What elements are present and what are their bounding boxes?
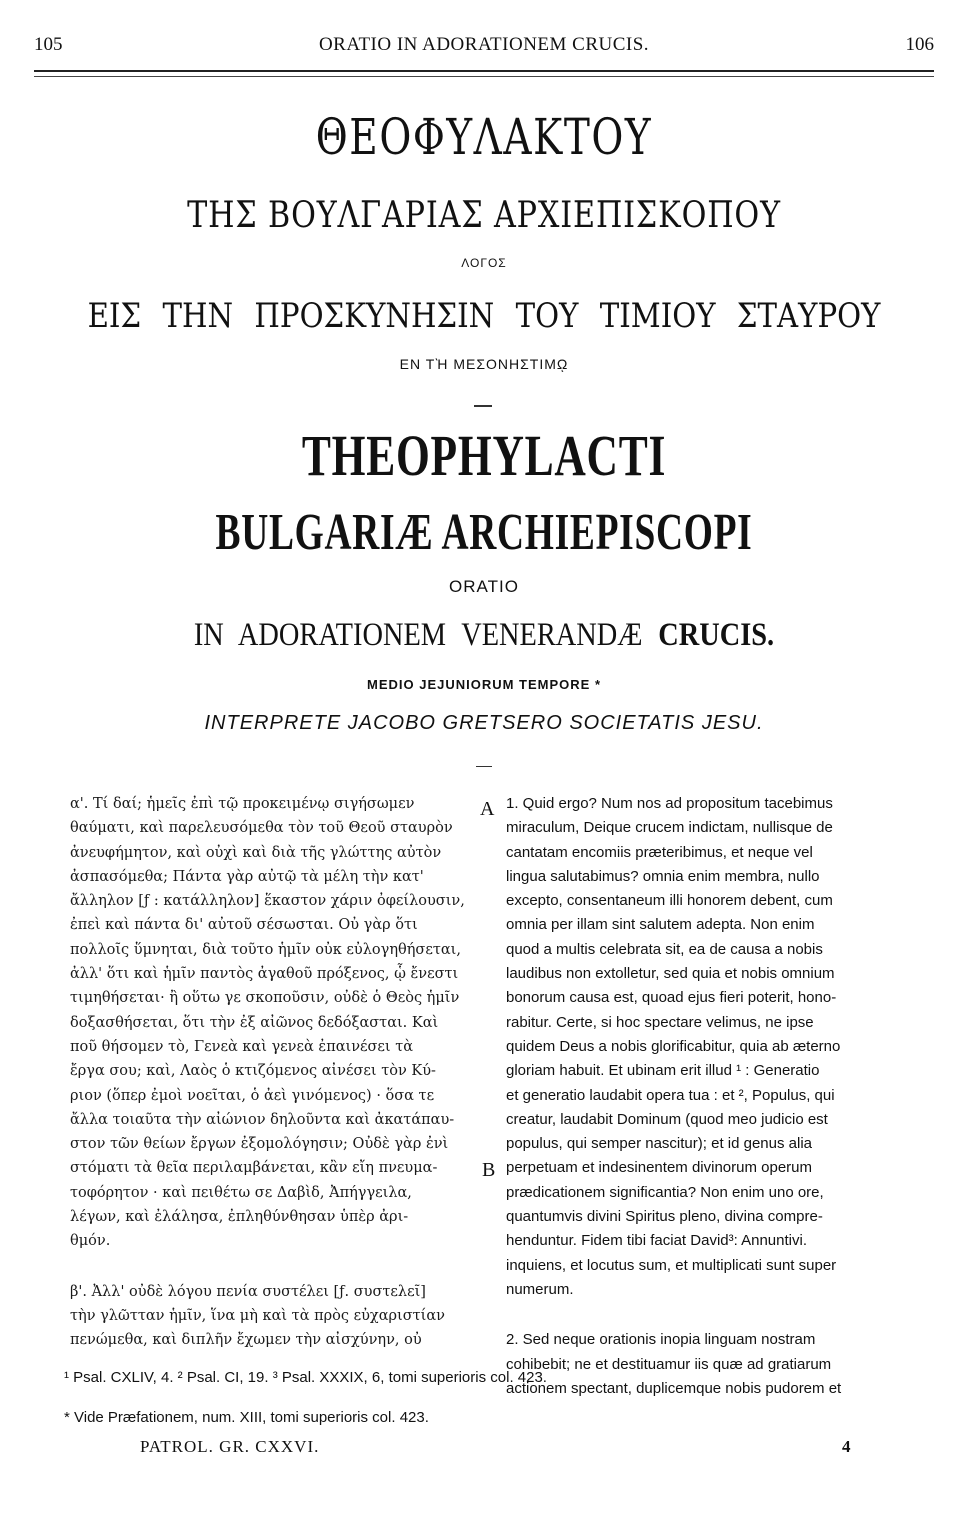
latin-see-title: BULGARIÆ ARCHIEPISCOPI [215,504,753,561]
text-line: inquiens, et locutus sum, et multiplicati sunt super [506,1256,837,1274]
signature-line: PATROL. GR. CXXVI. [140,1437,320,1456]
text-line: henduntur. Fidem tibi faciat David³: Annuntivi. [506,1232,807,1250]
header-rule-thin [34,76,934,77]
text-line: cantatam encomiis præteribimus, et neque vel [506,843,813,861]
text-line: et generatio laudabit opera tua : et ², Populus, qui [506,1086,835,1104]
text-line: ριον (ὅπερ ἐμοὶ νοεῖται, ὁ ἀεὶ γινόμενος) · ὅσα τε [70,1087,435,1104]
title-separator [474,405,492,407]
text-line: ἔργα σου; καὶ, Λαὸς ὁ κτιζόμενος αἰνέσει τὸν Κύ- [70,1063,436,1080]
right-column-number: 106 [905,34,934,55]
text-line: lingua salutabimus? omnia enim membra, nullo [506,867,820,885]
greek-paragraph-1 [70,792,490,1254]
greek-paragraph-2 [70,1280,490,1353]
text-line: λέγων, καὶ ἐλάλησα, ἐπληθύνθησαν ὑπὲρ ἀρι- [70,1209,409,1226]
text-line: πολλοῖς ὕμνηται, διὰ τοῦτο ἡμῖν οὐκ εὐλογηθήσεται, [70,941,461,958]
header-rule [34,70,934,72]
text-line: omnia per illam sint salutem adepta. Non enim [506,916,815,934]
text-line: quod a multis celebrata sit, ea de causa a nobis [506,940,823,958]
greek-subject-title: ΕΙΣ ΤΗΝ ΠΡΟΣΚΥΝΗΣΙΝ ΤΟΥ ΤΙΜΙΟΥ ΣΤΑΥΡΟΥ [87,296,881,336]
latin-author-title: THEOPHYLACTI [301,423,667,488]
text-line: ἄλλα τοιαῦτα τὴν αἰώνιον δηλοῦντα καὶ ἀκατάπαυ- [70,1111,455,1128]
text-line: perpetuam et indesinentem divinorum operum [506,1159,812,1177]
body-separator [476,766,492,767]
greek-logos-label: ΛΟΓΟΣ [461,256,507,270]
running-title: ORATIO IN ADORATIONEM CRUCIS. [318,34,650,55]
greek-author-title: ΘΕΟΦΥΛΑΚΤΟΥ [315,108,653,166]
text-line: numerum. [506,1280,574,1298]
text-line: ἐπεὶ καὶ πάντα δι' αὐτοῦ σέσωσται. Οὐ γὰρ ὅτι [70,917,418,934]
text-line: στόματι τὰ θεῖα περιλαμβάνεται, κἂν εἴη πνευμα- [70,1160,438,1177]
latin-paragraph-1 [506,792,936,1302]
text-line: quantumvis divini Spiritus pleno, divina compre- [506,1208,823,1226]
text-line: τὴν γλῶτταν ἡμῖν, ἵνα μὴ καὶ τὰ πρὸς εὐχαριστίαν [70,1307,445,1324]
text-line: τοφόρητον · καὶ πειθέτω σε Δαβὶδ, Ἀπήγγειλα, [70,1184,412,1201]
latin-subject-b: CRUCIS. [658,617,775,653]
running-header [34,34,934,58]
latin-subject-a: IN ADORATIONEM VENERANDÆ [193,617,643,653]
text-line: 1. Quid ergo? Num nos ad propositum tacebimus [506,795,833,812]
text-line: cohibebit; ne et destituamur iis quæ ad gratiarum [506,1355,832,1373]
left-column-number: 105 [34,34,63,55]
footnote-references: ¹ Psal. CXLIV, 4. ² Psal. CI, 19. ³ Psal. XXXIX, 6, tomi superioris col. 423. [64,1369,547,1386]
text-line: ἄλληλον [ƒ : κατάλληλον] ἕκαστον χάριν ὀφείλουσιν, [70,893,465,910]
margin-mark-a: A [480,798,495,820]
text-line: 2. Sed neque orationis inopia linguam nostram [506,1331,816,1349]
text-line: ποῦ θήσομεν τὸ, Γενεὰ καὶ γενεὰ ἐπαινέσει τὰ [70,1038,414,1055]
text-line: δοξασθήσεται, ὅτι τὴν ἐξ αἰῶνος δεδόξασται. Καὶ [70,1014,439,1031]
text-line: ἀσπασόμεθα; Πάντα γὰρ αὐτῷ τὰ μέλη τὴν κατ' [70,868,424,885]
text-line: excepto, consentaneum illi honorem debent, cum [506,892,833,910]
text-line: quidem Deus a nobis glorificabitur, quia ab æterno [506,1037,841,1055]
signature-number: 4 [842,1437,851,1456]
footnote-star: * Vide Præfationem, num. XIII, tomi superioris col. 423. [64,1409,429,1426]
text-line: bonorum causa est, quoad ejus fieri poterit, hono- [506,989,837,1007]
latin-subject-title [68,617,900,654]
text-line: miraculum, Deique crucem indictam, nullisque de [506,819,833,837]
latin-time-line: MEDIO JEJUNIORUM TEMPORE * [366,677,602,692]
interpreter-line: INTERPRETE JACOBO GRETSERO SOCIETATIS JESU. [204,712,764,734]
text-line: creatur, laudabit Dominum (quod meo judicio est [506,1110,828,1128]
text-line: β'. Ἀλλ' οὐδὲ λόγου πενία συστέλει [ƒ. συστελεῖ] [70,1283,426,1300]
text-line: τιμηθήσεται· ἢ οὕτω γε σκοποῦσιν, οὐδὲ ὁ Θεὸς ἡμῖν [70,990,460,1007]
greek-see-title: ΤΗΣ ΒΟΥΛΓΑΡΙΑΣ ΑΡΧΙΕΠΙΣΚΟΠΟΥ [187,195,781,236]
text-line: α'. Τί δαί; ἡμεῖς ἐπὶ τῷ προκειμένῳ σιγήσωμεν [70,796,415,812]
paragraph-gap [506,1302,936,1328]
text-line: populus, qui semper nascitur); et id genus alia [506,1135,813,1153]
text-line: actionem spectant, duplicemque nobis pudorem et [506,1379,842,1397]
text-line: gloriam habuit. Et ubinam erit illud ¹ : Generatio [506,1062,820,1080]
text-line: θαύματι, καὶ παρελευσόμεθα τὸν τοῦ Θεοῦ σταυρὸν [70,820,453,837]
text-line: ἀλλ' ὅτι καὶ ἡμῖν παντὸς ἀγαθοῦ πρόξενος, ᾧ ἔνεστι [70,966,459,983]
text-line: στον τῶν θείων ἔργων ἐξομολόγησιν; Οὐδὲ γὰρ ἐνὶ [70,1136,449,1153]
paragraph-gap [70,1254,490,1280]
greek-column [70,792,490,1353]
text-line: laudibus non extolletur, sed quia et nobis omnium [506,965,835,983]
text-line: πενώμεθα, καὶ διπλῆν ἔχωμεν τὴν αἰσχύνην, οὐ [70,1332,422,1349]
latin-oratio-label: ORATIO [449,577,519,596]
text-line: θμόν. [70,1233,111,1250]
text-line: prædicationem significantia? Non enim uno ore, [506,1183,824,1201]
latin-column [506,792,936,1401]
margin-mark-b: B [482,1159,496,1181]
text-line: ἀνευφήμητον, καὶ οὐχὶ καὶ διὰ τῆς γλώττης αὐτὸν [70,844,442,861]
text-line: rabitur. Certe, si hoc spectare velimus, ne ipse [506,1013,814,1031]
latin-paragraph-2 [506,1328,936,1401]
greek-time-line: ΕΝ ΤῊ ΜΕΣΟΝΗΣΤΙΜῼ [399,356,569,372]
